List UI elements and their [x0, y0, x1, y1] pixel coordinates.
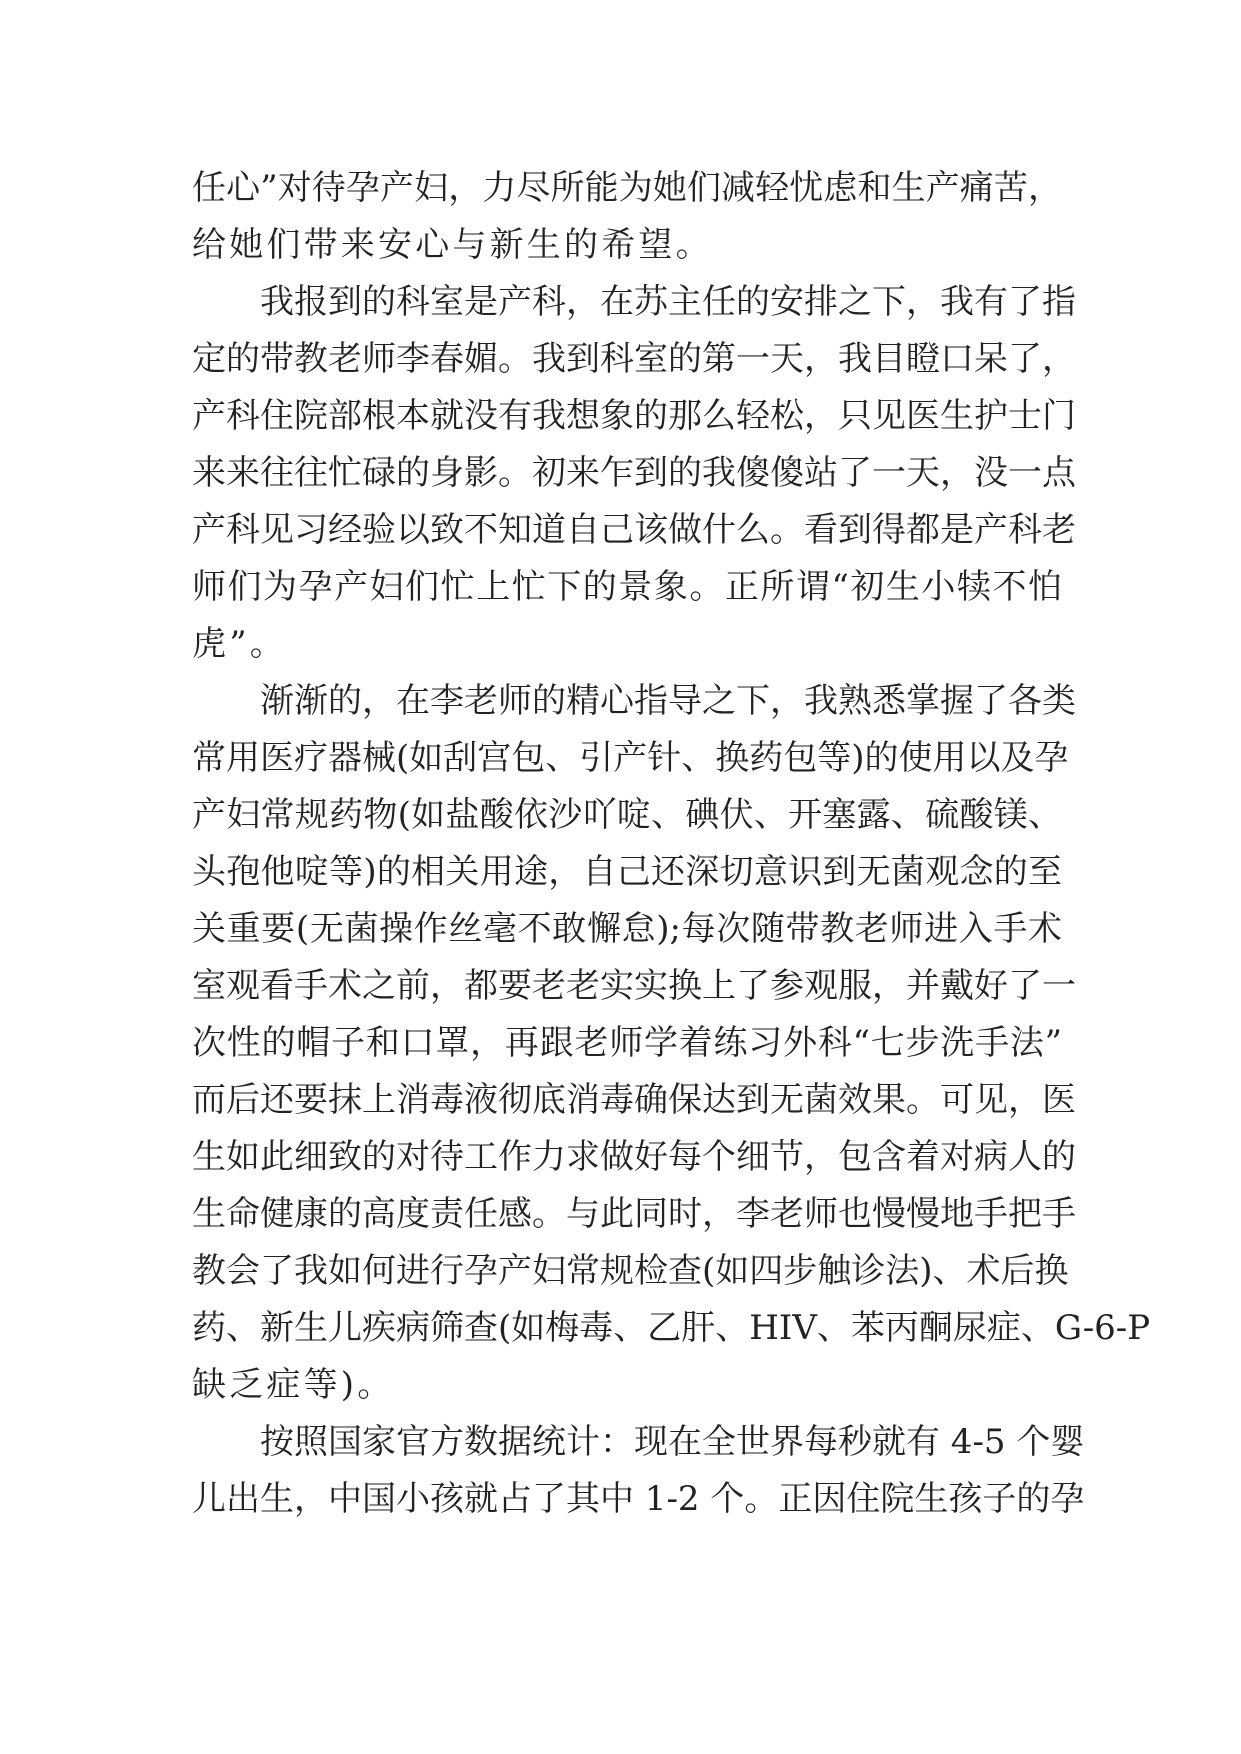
text-line: 常用医疗器械(如刮宫包、引产针、换药包等)的使用以及孕 — [192, 738, 1069, 778]
text-line: 缺乏症等)。 — [192, 1365, 395, 1405]
text-line: 头孢他啶等)的相关用途，自己还深切意识到无菌观念的至 — [192, 852, 1062, 892]
text-line: 次性的帽子和口罩，再跟老师学着练习外科“七步洗手法” — [192, 1023, 1062, 1063]
text-line: 给她们带来安心与新生的希望。 — [192, 225, 713, 265]
text-line: 虎”。 — [192, 624, 287, 664]
text-line: 定的带教老师李春媚。我到科室的第一天，我目瞪口呆了， — [192, 339, 1076, 379]
text-line: 按照国家官方数据统计：现在全世界每秒就有 4-5 个婴 — [260, 1422, 1085, 1462]
text-line: 生如此细致的对待工作力求做好每个细节，包含着对病人的 — [192, 1137, 1076, 1177]
text-line: 关重要(无菌操作丝毫不敢懈怠);每次随带教老师进入手术 — [192, 909, 1062, 949]
text-line: 药、新生儿疾病筛查(如梅毒、乙肝、HIV、苯丙酮尿症、G-6-P — [192, 1308, 1151, 1348]
text-line: 师们为孕产妇们忙上忙下的景象。正所谓“初生小犊不怕 — [192, 567, 1062, 607]
text-line: 而后还要抹上消毒液彻底消毒确保达到无菌效果。可见，医 — [192, 1080, 1076, 1120]
text-line: 产科见习经验以致不知道自己该做什么。看到得都是产科老 — [192, 510, 1076, 550]
text-line: 产科住院部根本就没有我想象的那么轻松，只见医生护士门 — [192, 396, 1076, 436]
text-line: 来来往往忙碌的身影。初来乍到的我傻傻站了一天，没一点 — [192, 453, 1076, 493]
text-line: 教会了我如何进行孕产妇常规检查(如四步触诊法)、术后换 — [192, 1251, 1069, 1291]
body-text — [192, 160, 1151, 1528]
text-line: 儿出生，中国小孩就占了其中 1-2 个。正因住院生孩子的孕 — [192, 1479, 1085, 1519]
text-line: 任心”对待孕产妇，力尽所能为她们减轻忧虑和生产痛苦， — [192, 168, 1062, 208]
text-line: 我报到的科室是产科，在苏主任的安排之下，我有了指 — [260, 282, 1076, 322]
text-line: 渐渐的，在李老师的精心指导之下，我熟悉掌握了各类 — [260, 681, 1076, 721]
text-line: 生命健康的高度责任感。与此同时，李老师也慢慢地手把手 — [192, 1194, 1076, 1234]
text-line: 产妇常规药物(如盐酸依沙吖啶、碘伏、开塞露、硫酸镁、 — [192, 795, 1062, 835]
text-line: 室观看手术之前，都要老老实实换上了参观服，并戴好了一 — [192, 966, 1076, 1006]
